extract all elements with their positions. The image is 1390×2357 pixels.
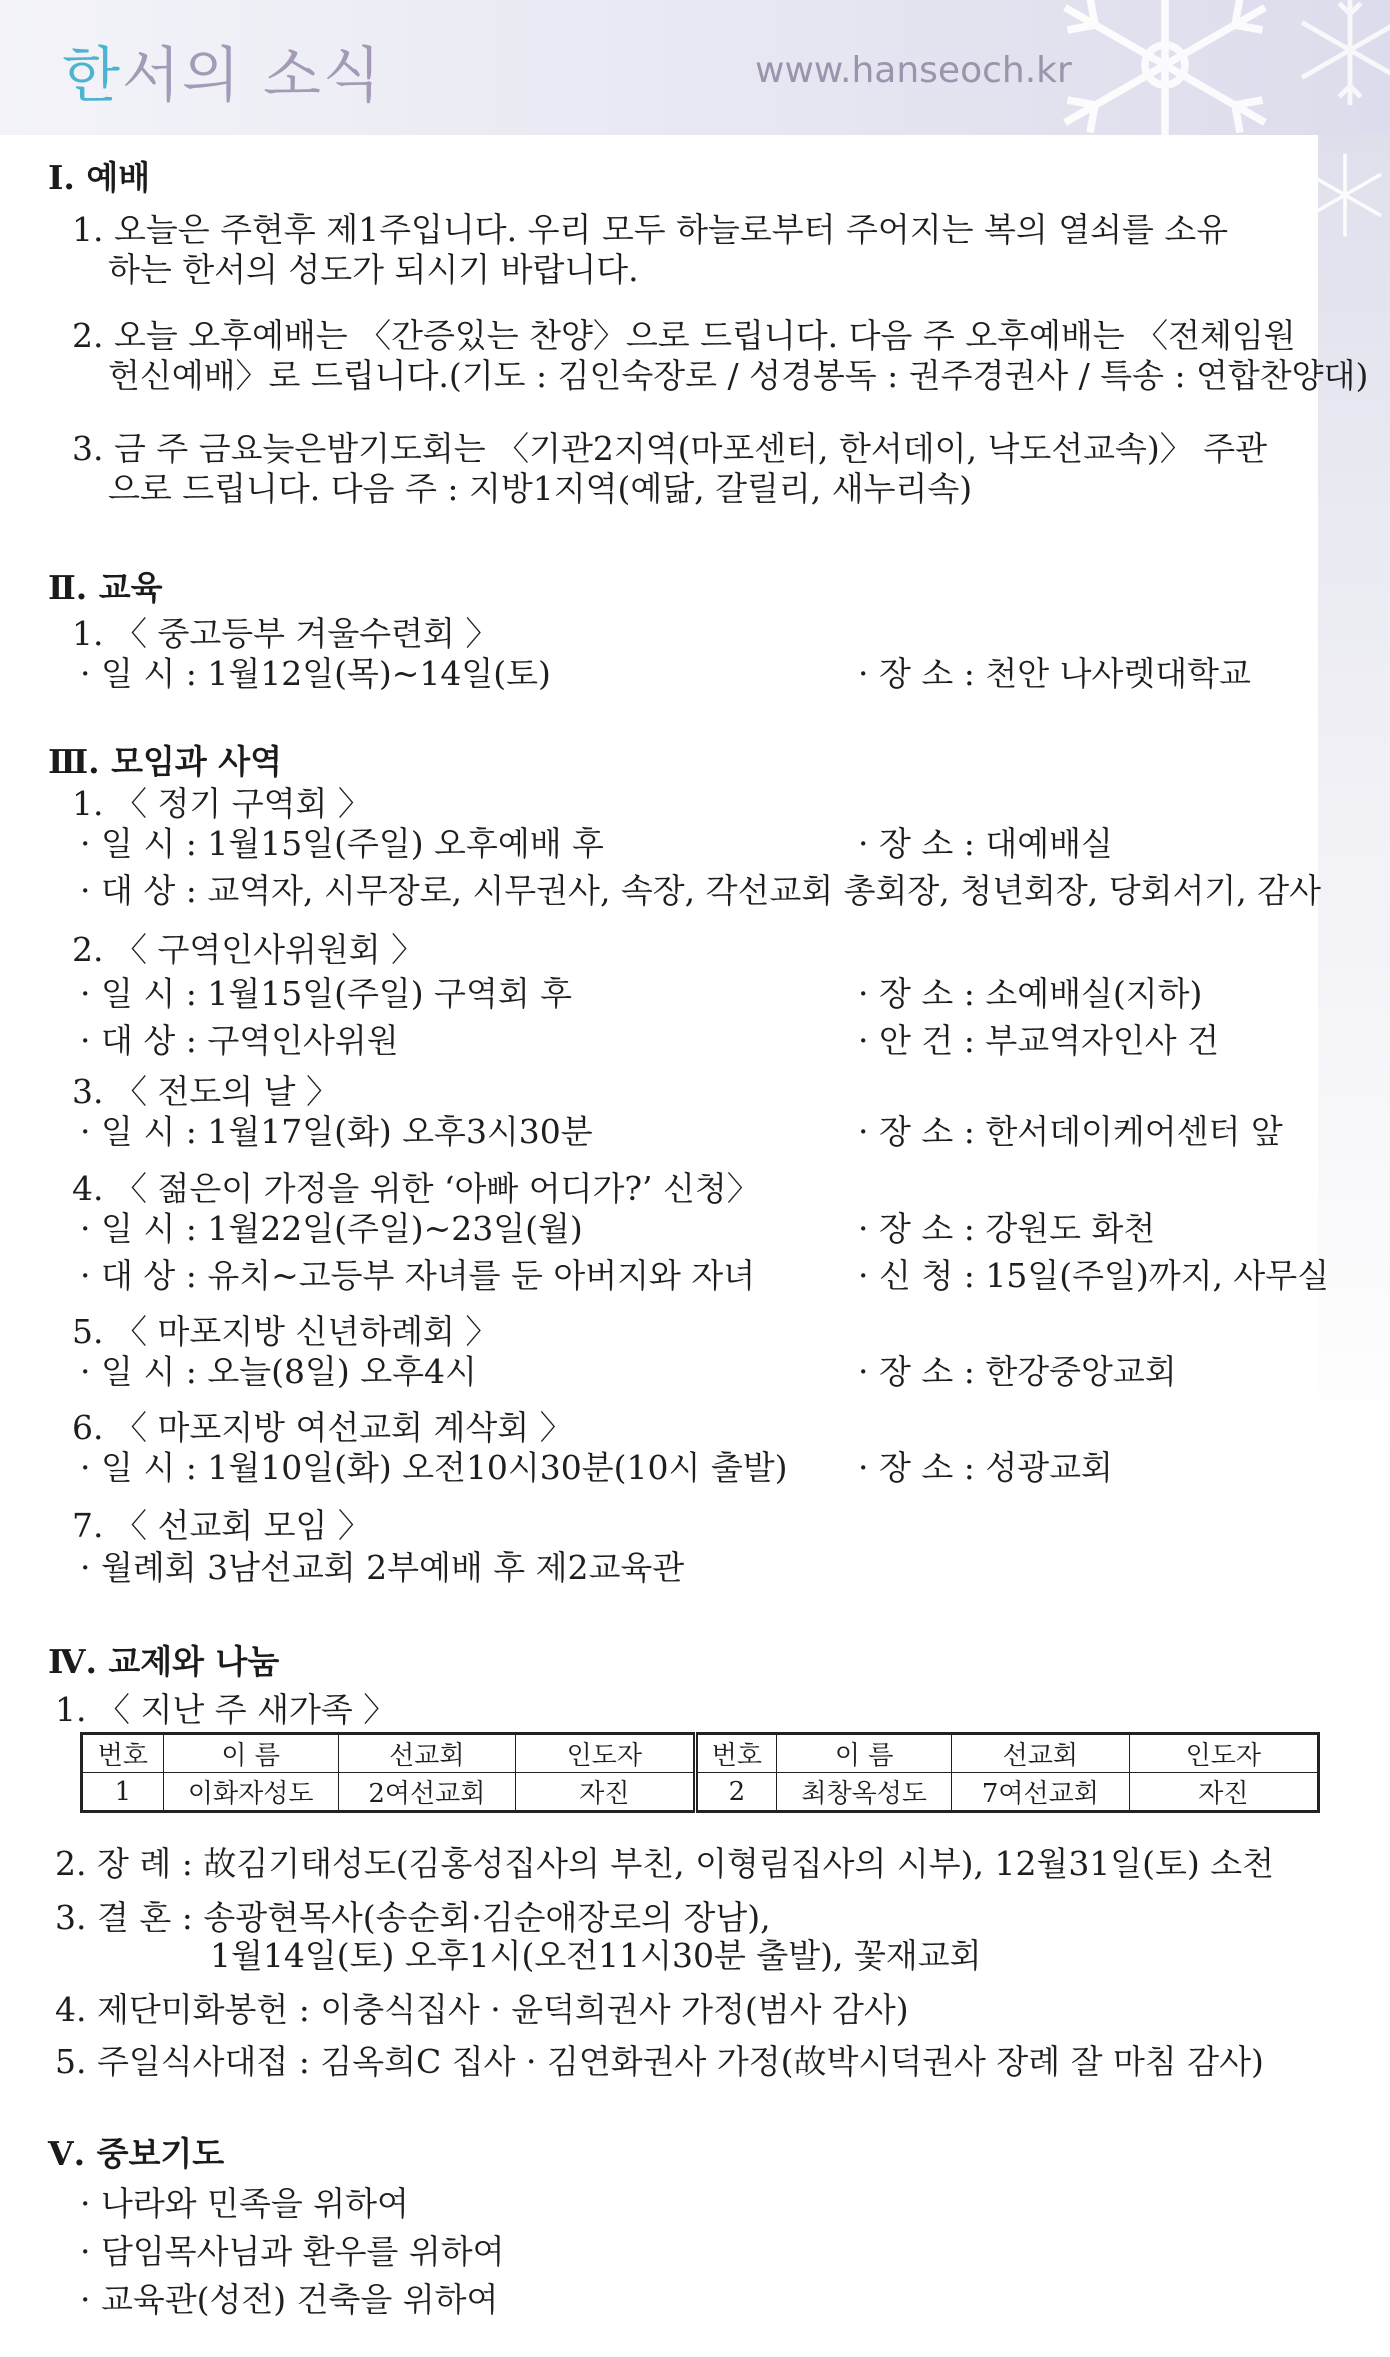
meeting-7-detail: · 월례회 3남선교회 2부예배 후 제2교육관 xyxy=(80,1548,685,1587)
table-cell: 2여선교회 xyxy=(338,1773,516,1812)
table-header: 번호 xyxy=(82,1734,164,1773)
table-header: 인도자 xyxy=(516,1734,695,1773)
worship-item-2: 2. 오늘 오후예배는 〈간증있는 찬양〉으로 드립니다. 다음 주 오후예배는 〈전체임원 xyxy=(72,316,1296,355)
table-cell: 1 xyxy=(82,1773,164,1812)
meeting-6-date: · 일 시 : 1월10일(화) 오전10시30분(10시 출발) xyxy=(80,1448,788,1487)
table-header: 선교회 xyxy=(338,1734,516,1773)
education-heading-1: 1. 〈 중고등부 겨울수련회 〉 xyxy=(72,614,499,653)
table-row xyxy=(82,1773,1319,1812)
section-education-title: Ⅱ. 교육 xyxy=(48,568,163,607)
meeting-heading-4: 4. 〈 젊은이 가정을 위한 ‘아빠 어디가?’ 신청〉 xyxy=(72,1169,760,1208)
fellowship-heading-1: 1. 〈 지난 주 새가족 〉 xyxy=(55,1690,397,1729)
education-date: · 일 시 : 1월12일(목)~14일(토) xyxy=(80,654,551,693)
table-cell: 자진 xyxy=(1129,1773,1318,1812)
table-header: 선교회 xyxy=(952,1734,1130,1773)
fellowship-meal: 5. 주일식사대접 : 김옥희C 집사 · 김연화권사 가정(故박시덕권사 장례 잘 마침 감사) xyxy=(55,2042,1264,2081)
meeting-1-date: · 일 시 : 1월15일(주일) 오후예배 후 xyxy=(80,824,604,863)
prayer-item-1: · 나라와 민족을 위하여 xyxy=(80,2184,409,2223)
table-header: 이 름 xyxy=(777,1734,952,1773)
fellowship-altar-flowers: 4. 제단미화봉헌 : 이충식집사 · 윤덕희권사 가정(범사 감사) xyxy=(55,1990,909,2029)
meeting-5-date: · 일 시 : 오늘(8일) 오후4시 xyxy=(80,1352,477,1391)
meeting-3-date: · 일 시 : 1월17일(화) 오후3시30분 xyxy=(80,1112,593,1151)
meeting-6-place: · 장 소 : 성광교회 xyxy=(858,1448,1113,1487)
worship-item-2-cont: 헌신예배〉로 드립니다.(기도 : 김인숙장로 / 성경봉독 : 권주경권사 / 특송 : 연합찬양대) xyxy=(108,356,1369,395)
meeting-4-target: · 대 상 : 유치~고등부 자녀를 둔 아버지와 자녀 xyxy=(80,1256,756,1295)
meeting-heading-5: 5. 〈 마포지방 신년하례회 〉 xyxy=(72,1312,499,1351)
table-header: 번호 xyxy=(695,1734,777,1773)
prayer-item-2: · 담임목사님과 환우를 위하여 xyxy=(80,2232,505,2271)
meeting-5-place: · 장 소 : 한강중앙교회 xyxy=(858,1352,1177,1391)
fellowship-funeral: 2. 장 례 : 故김기태성도(김홍성집사의 부친, 이형림집사의 시부), 12월31일(토) 소천 xyxy=(55,1844,1275,1883)
table-cell: 최창옥성도 xyxy=(777,1773,952,1812)
meeting-heading-6: 6. 〈 마포지방 여선교회 계삭회 〉 xyxy=(72,1408,573,1447)
section-worship-title: Ⅰ. 예배 xyxy=(48,158,151,197)
table-cell: 7여선교회 xyxy=(952,1773,1130,1812)
fellowship-wedding-cont: 1월14일(토) 오후1시(오전11시30분 출발), 꽃재교회 xyxy=(210,1936,982,1975)
table-header-row xyxy=(82,1734,1319,1773)
meeting-heading-3: 3. 〈 전도의 날 〉 xyxy=(72,1072,339,1111)
table-cell: 자진 xyxy=(516,1773,695,1812)
church-url: www.hanseoch.kr xyxy=(755,50,1072,91)
meeting-2-agenda: · 안 건 : 부교역자인사 건 xyxy=(858,1021,1219,1060)
worship-item-3: 3. 금 주 금요늦은밤기도회는 〈기관2지역(마포센터, 한서데이, 낙도선교속)〉 주관 xyxy=(72,429,1267,468)
section-fellowship-title: Ⅳ. 교제와 나눔 xyxy=(48,1642,280,1681)
meeting-2-place: · 장 소 : 소예배실(지하) xyxy=(858,974,1203,1013)
meeting-heading-2: 2. 〈 구역인사위원회 〉 xyxy=(72,930,425,969)
meeting-3-place: · 장 소 : 한서데이케어센터 앞 xyxy=(858,1112,1283,1151)
meeting-4-place: · 장 소 : 강원도 화천 xyxy=(858,1209,1156,1248)
fellowship-wedding: 3. 결 혼 : 송광현목사(송순회·김순애장로의 장남), xyxy=(55,1898,771,1937)
meeting-1-target: · 대 상 : 교역자, 시무장로, 시무권사, 속장, 각선교회 총회장, 청년회장, 당회서기, 감사 xyxy=(80,871,1322,910)
meeting-2-date: · 일 시 : 1월15일(주일) 구역회 후 xyxy=(80,974,573,1013)
worship-item-1-cont: 하는 한서의 성도가 되시기 바랍니다. xyxy=(108,250,639,289)
meeting-1-place: · 장 소 : 대예배실 xyxy=(858,824,1113,863)
prayer-item-3: · 교육관(성전) 건축을 위하여 xyxy=(80,2280,499,2319)
meeting-4-date: · 일 시 : 1월22일(주일)~23일(월) xyxy=(80,1209,583,1248)
section-meetings-title: Ⅲ. 모임과 사역 xyxy=(48,742,283,781)
meeting-heading-1: 1. 〈 정기 구역회 〉 xyxy=(72,784,371,823)
table-cell: 2 xyxy=(695,1773,777,1812)
meeting-2-target: · 대 상 : 구역인사위원 xyxy=(80,1021,399,1060)
worship-item-1: 1. 오늘은 주현후 제1주입니다. 우리 모두 하늘로부터 주어지는 복의 열쇠를 소유 xyxy=(72,210,1229,249)
worship-item-3-cont: 으로 드립니다. 다음 주 : 지방1지역(예닮, 갈릴리, 새누리속) xyxy=(108,469,973,508)
meeting-heading-7: 7. 〈 선교회 모임 〉 xyxy=(72,1506,371,1545)
logo-rest-text: 서의 소식 xyxy=(121,41,383,111)
table-header: 이 름 xyxy=(163,1734,338,1773)
logo-first-char: 한 xyxy=(62,41,122,111)
meeting-4-apply: · 신 청 : 15일(주일)까지, 사무실 xyxy=(858,1256,1330,1295)
new-family-table xyxy=(80,1732,1320,1813)
section-prayer-title: Ⅴ. 중보기도 xyxy=(48,2134,225,2173)
table-header: 인도자 xyxy=(1129,1734,1318,1773)
table-cell: 이화자성도 xyxy=(163,1773,338,1812)
education-place: · 장 소 : 천안 나사렛대학교 xyxy=(858,654,1251,693)
